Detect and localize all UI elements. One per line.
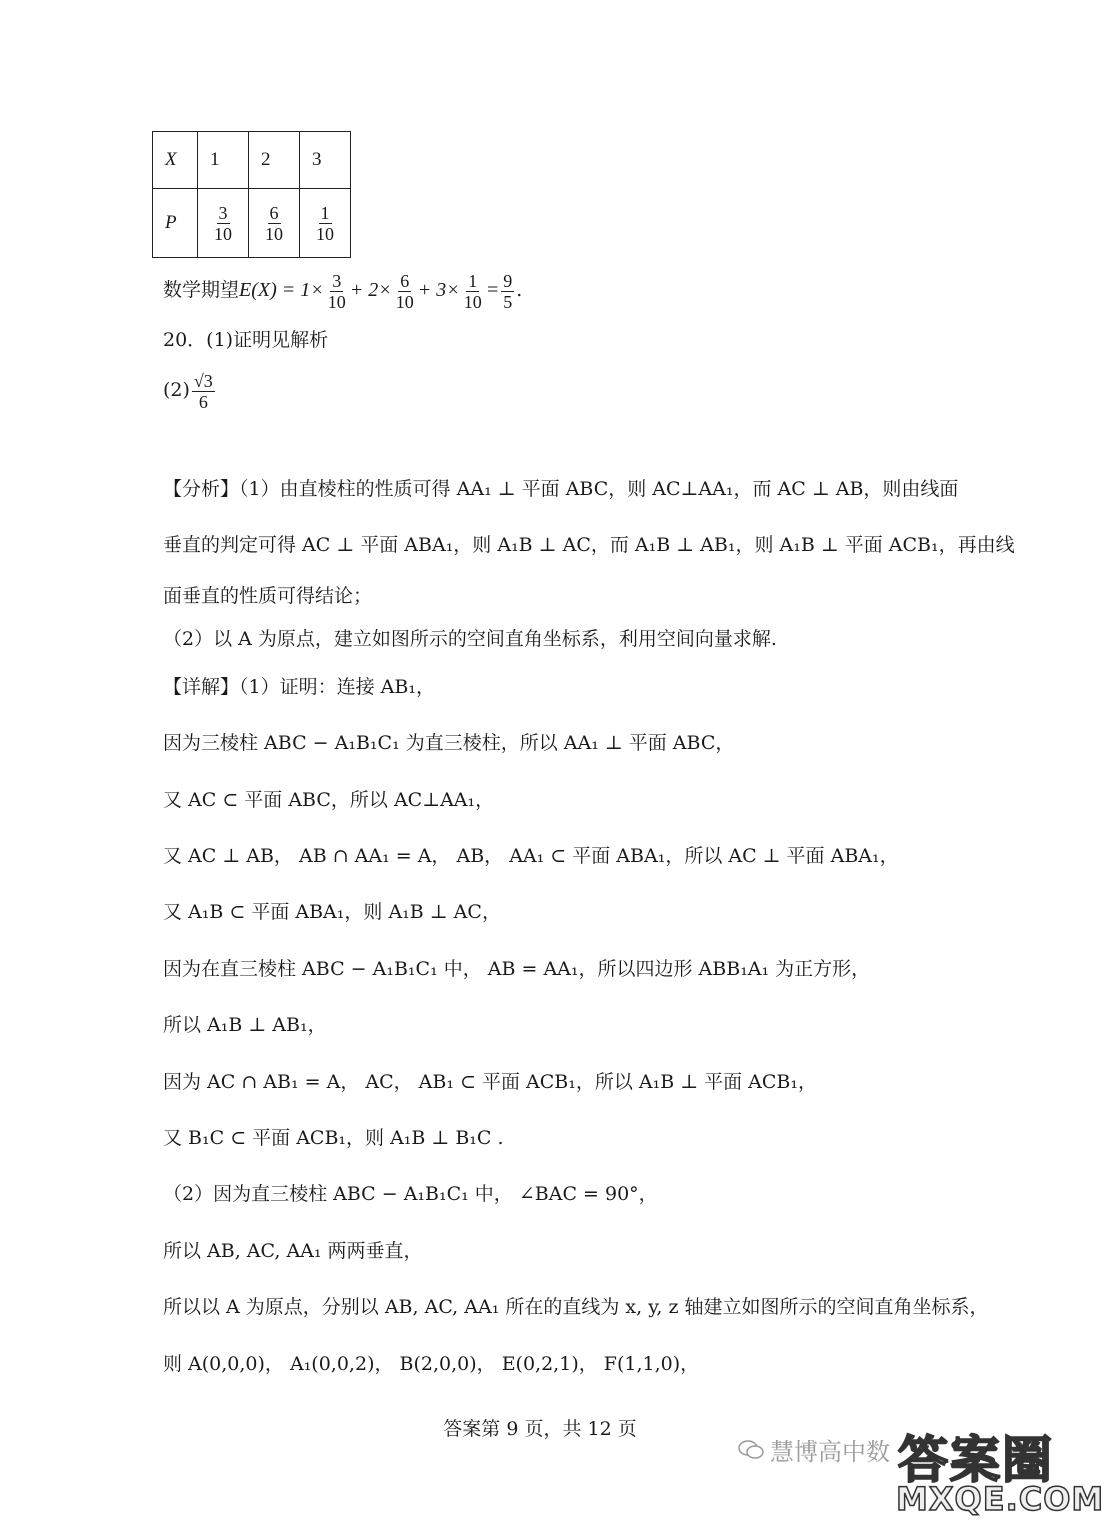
watermark-logo: 答案圈 MXQE.COM	[896, 1431, 1104, 1518]
analysis-tag: 【分析】	[163, 478, 240, 500]
analysis-line-3: 面垂直的性质可得结论；	[163, 585, 373, 607]
detail-line-13: 则 A(0,0,0)， A₁(0,0,2)， B(2,0,0)， E(0,2,1)， F(1,1,0)，	[163, 1353, 700, 1375]
detail-line-7: 所以 A₁B ⊥ AB₁，	[163, 1014, 327, 1036]
detail-line-1: 【详解】（1）证明：连接 AB₁，	[163, 676, 435, 698]
detail-line-3: 又 AC ⊂ 平面 ABC，所以 AC⊥AA₁，	[163, 789, 495, 811]
page-footer: 答案第 9 页，共 12 页	[443, 1418, 637, 1440]
detail-line-11: 所以 AB, AC, AA₁ 两两垂直，	[163, 1240, 423, 1262]
wechat-icon	[738, 1440, 764, 1460]
detail-line-5: 又 A₁B ⊂ 平面 ABA₁，则 A₁B ⊥ AC，	[163, 901, 501, 923]
table-cell: 2	[249, 132, 300, 189]
detail-line-6: 因为在直三棱柱 ABC − A₁B₁C₁ 中， AB = AA₁，所以四边形 ABB₁A₁ 为正方形，	[163, 958, 871, 980]
detail-line-9: 又 B₁C ⊂ 平面 ACB₁，则 A₁B ⊥ B₁C .	[163, 1127, 504, 1149]
q20-part2: (2) $\frac{√3}{6}$	[163, 370, 213, 412]
table-cell: 1	[198, 132, 249, 189]
table-cell: $\frac{3}{10}$	[198, 189, 249, 258]
detail-line-12: 所以以 A 为原点，分别以 AB, AC, AA₁ 所在的直线为 x, y, z 轴建立如图所示的空间直角坐标系，	[163, 1296, 989, 1318]
detail-tag: 【详解】	[163, 676, 240, 698]
watermark-channel: 慧博高中数	[770, 1438, 890, 1466]
analysis-line-2: 垂直的判定可得 AC ⊥ 平面 ABA₁，则 A₁B ⊥ AC，而 A₁B ⊥ AB₁，则 A₁B ⊥ 平面 ACB₁，再由线	[163, 534, 1015, 556]
table-row	[153, 189, 351, 258]
table-cell: $\frac{1}{10}$	[300, 189, 351, 258]
expectation-formula: 数学期望E(X) = 1× $\frac{3}{10}$ + 2× $\frac{6}{10}$ + 3× $\frac{1}{10}$ = $\frac{9}{5}$ .	[163, 270, 523, 312]
q20-part1: 20．(1)证明见解析	[163, 329, 329, 351]
detail-line-4: 又 AC ⊥ AB， AB ∩ AA₁ = A， AB， AA₁ ⊂ 平面 ABA₁，所以 AC ⊥ 平面 ABA₁，	[163, 845, 899, 867]
table-cell: 3	[300, 132, 351, 189]
analysis-line-4: （2）以 A 为原点，建立如图所示的空间直角坐标系，利用空间向量求解.	[163, 628, 777, 650]
distribution-table	[152, 131, 351, 258]
table-cell: $\frac{6}{10}$	[249, 189, 300, 258]
table-row	[153, 132, 351, 189]
analysis-line-1: 【分析】（1）由直棱柱的性质可得 AA₁ ⊥ 平面 ABC，则 AC⊥AA₁，而 AC ⊥ AB，则由线面	[163, 478, 959, 500]
detail-line-8: 因为 AC ∩ AB₁ = A， AC， AB₁ ⊂ 平面 ACB₁，所以 A₁B ⊥ 平面 ACB₁，	[163, 1071, 817, 1093]
table-header-x: X	[153, 132, 198, 189]
table-header-p: P	[153, 189, 198, 258]
detail-line-10: （2）因为直三棱柱 ABC − A₁B₁C₁ 中， ∠BAC = 90°，	[163, 1183, 658, 1205]
detail-line-2: 因为三棱柱 ABC − A₁B₁C₁ 为直三棱柱，所以 AA₁ ⊥ 平面 ABC，	[163, 732, 735, 754]
